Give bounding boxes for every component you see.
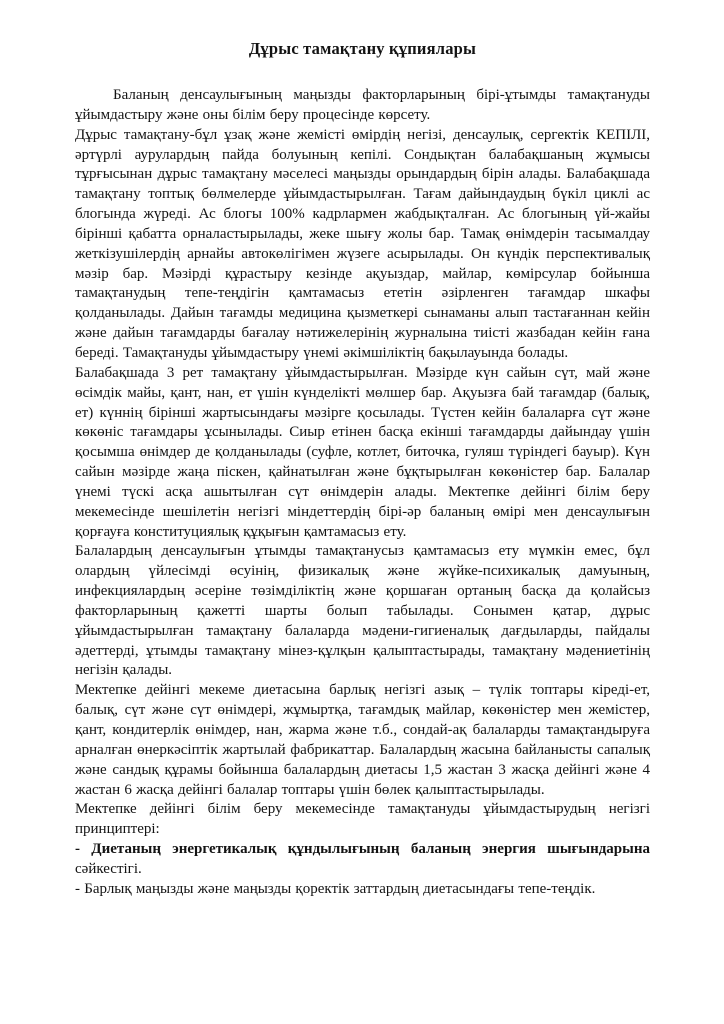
paragraph: Балалардың денсаулығын ұтымды тамақтанусыз қамтамасыз ету мүмкін емес, бұл олардың үйлесімді өсуінің, физикалық және жүйке-психикалық дамуының, инфекциялардың әсеріне төзімділіктің және қоршаған ортаның басқа да қолайсыз факторларының қажетті шарты болып табылады. Сонымен қатар, дұрыс ұйымдастырылған тамақтану балаларда мәдени-гигиеналық дағдыларды, пайдалы әдеттерді, ұтымды тамақтану мінез-құлқын қалыптастырады, тамақтану мәдениетінің негізін қалады. — [75, 543, 650, 679]
paragraph: Мектепке дейінгі білім беру мекемесінде тамақтануды ұйымдастырудың негізгі принциптері: — [75, 801, 650, 838]
paragraph: Дұрыс тамақтану-бұл ұзақ және жемісті өмірдің негізі, денсаулық, сергектік КЕПІЛІ, әртүрлі аурулардың пайда болуының кепілі. Сондықтан балабақшаның жұмысы тұрғысынан дұрыс тамақтану мәселесі маңызды орындардың бірін алады. Балабақшада тамақтану топтық бөлмелерде ұйымдастырылған. Тағам дайындаудың бүкіл циклі ас блогында жүреді. Ас блогы 100% кадрлармен жабдықталған. Ас блогының үй-жайы бірінші қабатта орналастырылады, жеке шығу жолы бар. Тамақ өнімдерін тасымалдау жеткізушілердің арнайы автокөлігімен жүзеге асырылады. Он күндік перспективалық мәзір бар. Мәзірді құрастыру кезінде ақуыздар, майлар, көмірсулар бойынша тамақтанудың тепе-теңдігін қамтамасыз ететін әзірленген тағамдар шкафы қолданылады. Дайын тағамды медицина қызметкері сынаманы алып тастағаннан кейін және дайын тағамдарды бағалау нәтижелерінің журналына тиісті жазбадан кейін ғана береді. Тамақтануды ұйымдастыру үнемі әкімшіліктің бақылауында болады. — [75, 126, 650, 361]
paragraph: Мектепке дейінгі мекеме диетасына барлық негізгі азық – түлік топтары кіреді-ет, балық, сүт және сүт өнімдері, жұмыртқа, тағамдық майлар, көкөністер мен жемістер, қант, кондитерлік өнімдер, нан, жарма және т.б., сондай-ақ балаларды тамақтандыруға арналған өнеркәсіптік жартылай фабрикаттар. Балалардың жасына байланысты сапалық және сандық құрамы бойынша балалардың диетасы 1,5 жастан 3 жасқа дейінгі және 4 жастан 6 жасқа дейінгі балалар топтары үшін бөлек қалыптастырылады. — [75, 682, 650, 798]
document-body — [75, 86, 650, 900]
paragraph: Балабақшада 3 рет тамақтану ұйымдастырылған. Мәзірде күн сайын сүт, май және өсімдік майы, қант, нан, ет үшін күнделікті мөлшер бар. Ақуызға бай тағамдар (балық, ет) күннің бірінші жартысындағы мәзірге қосылады. Түстен кейін балаларға сүт және көкөніс тағамдары ұсынылады. Сиыр етінен басқа екінші тағамдарды дайындау үшін қосымша өнімдер де қолданылады (суфле, котлет, биточка, гуляш түріндегі бауыр). Күн сайын мәзірде жаңа піскен, қайнатылған және бұқтырылған көкөністер бар. Балалар үнемі түскі асқа ашытылған сүт өнімдерін алады. Мектепке дейінгі білім беру мекемесінде шешілетін негізгі міндеттердің бірі-әр баланың өмірі мен денсаулығын қорғауға конституциялық құқығын қамтамасыз ету. — [75, 364, 650, 540]
paragraph: - Диетаның энергетикалық құндылығының баланың энергия шығындарына сәйкестігі. — [75, 841, 650, 877]
paragraph: - Барлық маңызды және маңызды қоректік заттардың диетасындағы тепе-теңдік. — [75, 880, 596, 897]
paragraph: Баланың денсаулығының маңызды факторларының бірі-ұтымды тамақтануды ұйымдастыру және оны білім беру процесінде көрсету. — [75, 87, 650, 123]
document-title: Дұрыс тамақтану құпиялары — [248, 39, 477, 58]
paragraph-bold-lead: - Диетаның энергетикалық құндылығының баланың энергия шығындарына — [75, 841, 650, 858]
